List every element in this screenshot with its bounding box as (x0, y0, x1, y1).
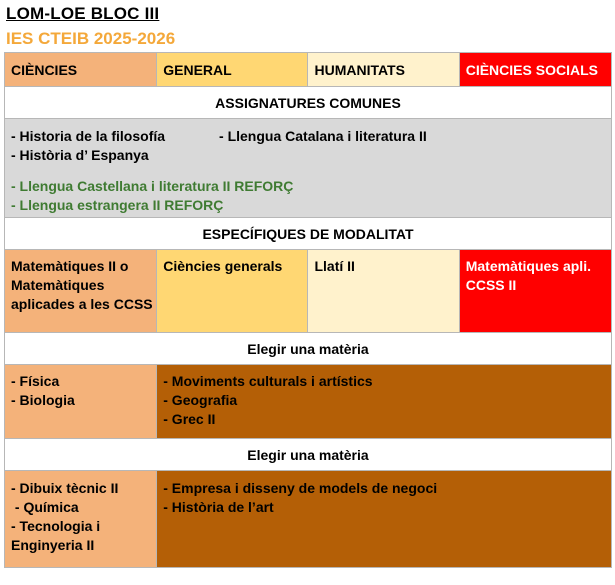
choice2-subject: - Empresa i disseny de models de negoci (163, 480, 438, 496)
reinforcement-subject: - Llengua estrangera II REFORÇ (11, 197, 224, 213)
choice1-row (5, 365, 612, 439)
specific-subject-line: Ciències generals (163, 258, 283, 274)
choice1-subject: - Grec II (163, 411, 216, 427)
document-title: LOM-LOE BLOC III (6, 4, 160, 23)
choice2-heading: Elegir una matèria (5, 439, 612, 471)
specific-ciencies-cell (5, 250, 157, 333)
specific-subject-line: CCSS II (465, 277, 517, 293)
specific-subject-line: Matemàtiques apli. (465, 258, 591, 274)
choice2-heading-row (5, 439, 612, 471)
document-subtitle: IES CTEIB 2025-2026 (6, 29, 176, 48)
common-heading: ASSIGNATURES COMUNES (5, 87, 612, 119)
common-subject: - Llengua Catalana i literatura II (219, 128, 427, 144)
choice2-subject: Enginyeria II (11, 537, 95, 553)
modality-ciencies: CIÈNCIES (5, 53, 157, 87)
specific-subject-line: aplicades a les CCSS (11, 296, 153, 312)
choice1-left-cell (5, 365, 157, 439)
specific-humanitats-cell (308, 250, 459, 333)
choice2-right-cell (157, 471, 612, 568)
specific-general-cell (157, 250, 308, 333)
choice1-heading-row (5, 333, 612, 365)
choice2-subject: - Història de l’art (163, 499, 274, 515)
subjects-table (4, 52, 612, 568)
choice2-left-cell (5, 471, 157, 568)
choice2-subject: - Tecnologia i (11, 518, 101, 534)
common-subjects-row (5, 119, 612, 218)
modality-header-row (5, 53, 612, 87)
specific-subject-line: Llatí II (314, 258, 355, 274)
specific-heading: ESPECÍFIQUES DE MODALITAT (5, 218, 612, 250)
choice1-right-cell (157, 365, 612, 439)
specific-socials-cell (459, 250, 611, 333)
choice2-subject: - Química (11, 499, 79, 515)
choice2-subject: - Dibuix tècnic II (11, 480, 119, 496)
choice1-subject: - Biologia (11, 392, 75, 408)
choice1-subject: - Moviments culturals i artístics (163, 373, 373, 389)
specific-subjects-row (5, 250, 612, 333)
common-subject: - Història d’ Espanya (11, 147, 149, 163)
common-subject: - Historia de la filosofía (11, 128, 166, 144)
specific-subject-line: Matemàtiques (11, 277, 105, 293)
choice2-row (5, 471, 612, 568)
specific-subject-line: Matemàtiques II o (11, 258, 129, 274)
choice1-subject: - Geografia (163, 392, 238, 408)
common-heading-row (5, 87, 612, 119)
common-subjects-cell (5, 119, 612, 218)
choice1-heading: Elegir una matèria (5, 333, 612, 365)
modality-general: GENERAL (157, 53, 308, 87)
specific-heading-row (5, 218, 612, 250)
choice1-subject: - Física (11, 373, 60, 389)
modality-humanitats: HUMANITATS (308, 53, 459, 87)
reinforcement-subject: - Llengua Castellana i literatura II REFORÇ (11, 178, 294, 194)
common-line-1 (11, 127, 605, 146)
modality-ciencies-socials: CIÈNCIES SOCIALS (459, 53, 611, 87)
